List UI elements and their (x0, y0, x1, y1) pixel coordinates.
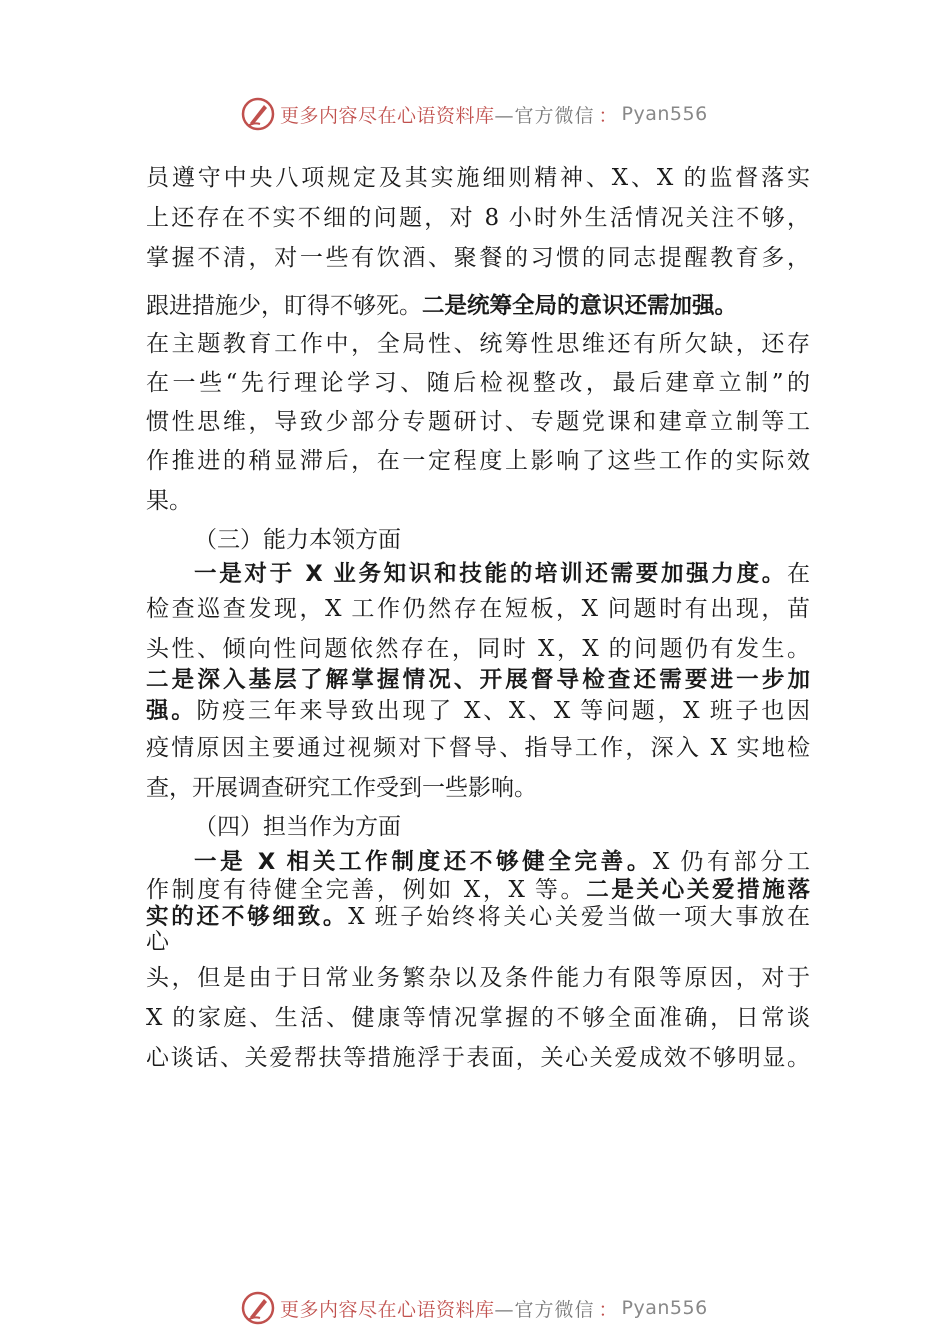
text-line-12: 检查巡查发现，X 工作仍然存在短板，X 问题时有出现，苗 (146, 596, 810, 622)
text-line-8: 作推进的稍显滞后，在一定程度上影响了这些工作的实际效 (146, 448, 810, 474)
watermark-wechat-label: —官方微信 (494, 104, 595, 127)
text-line-17: 查，开展调查研究工作受到一些影响。 (146, 775, 537, 801)
watermark-wechat-id: Pyan556 (621, 1297, 708, 1319)
text-line-21: 实的还不够细致。X 班子始终将关心关爱当做一项大事放在 (146, 904, 810, 930)
text-line-22: 心 (146, 929, 169, 955)
text-line-3: 掌握不清，对一些有饮酒、聚餐的习惯的同志提醒教育多， (146, 245, 810, 271)
watermark-header (240, 96, 740, 132)
watermark-wechat-label: —官方微信 (494, 1298, 595, 1321)
text-line-4: 跟进措施少，盯得不够死。二是统筹全局的意识还需加强。 (146, 293, 738, 319)
text-line-2: 上还存在不实不细的问题，对 8 小时外生活情况关注不够， (146, 205, 810, 231)
text-line-15: 强。防疫三年来导致出现了 X、X、X 等问题，X 班子也因 (146, 698, 810, 724)
text-line-20: 作制度有待健全完善，例如 X，X 等。二是关心关爱措施落 (146, 877, 810, 903)
watermark-colon: ： (598, 104, 618, 127)
text-line-9: 果。 (146, 488, 192, 514)
section-heading-4: （四）担当作为方面 (194, 814, 401, 840)
pen-logo-icon (240, 1290, 276, 1326)
text-line-16: 疫情原因主要通过视频对下督导、指导工作，深入 X 实地检 (146, 735, 810, 761)
text-line-24: X 的家庭、生活、健康等情况掌握的不够全面准确，日常谈 (146, 1005, 810, 1031)
watermark-text: 更多内容尽在心语资料库 (280, 104, 495, 127)
text-line-13: 头性、倾向性问题依然存在，同时 X，X 的问题仍有发生。 (146, 636, 810, 662)
watermark-footer (240, 1290, 740, 1326)
text-line-19: 一是 X 相关工作制度还不够健全完善。X 仍有部分工 (194, 849, 811, 875)
text-line-1: 员遵守中央八项规定及其实施细则精神、X、X 的监督落实 (146, 165, 810, 191)
text-line-25: 心谈话、关爱帮扶等措施浮于表面，关心关爱成效不够明显。 (146, 1045, 810, 1071)
watermark-text: 更多内容尽在心语资料库 (280, 1298, 495, 1321)
watermark-wechat-id: Pyan556 (621, 103, 708, 125)
text-line-7: 惯性思维，导致少部分专题研讨、专题党课和建章立制等工 (146, 409, 810, 435)
watermark-colon: ： (598, 1298, 618, 1321)
pen-logo-icon (240, 96, 276, 132)
text-line-23: 头，但是由于日常业务繁杂以及条件能力有限等原因，对于 (146, 965, 810, 991)
text-line-6: 在一些“先行理论学习、随后检视整改，最后建章立制”的 (146, 370, 810, 396)
text-line-5: 在主题教育工作中，全局性、统筹性思维还有所欠缺，还存 (146, 331, 810, 357)
section-heading-3: （三）能力本领方面 (194, 527, 401, 553)
text-line-14: 二是深入基层了解掌握情况、开展督导检查还需要进一步加 (146, 667, 810, 693)
text-line-11: 一是对于 X 业务知识和技能的培训还需要加强力度。在 (194, 561, 810, 587)
